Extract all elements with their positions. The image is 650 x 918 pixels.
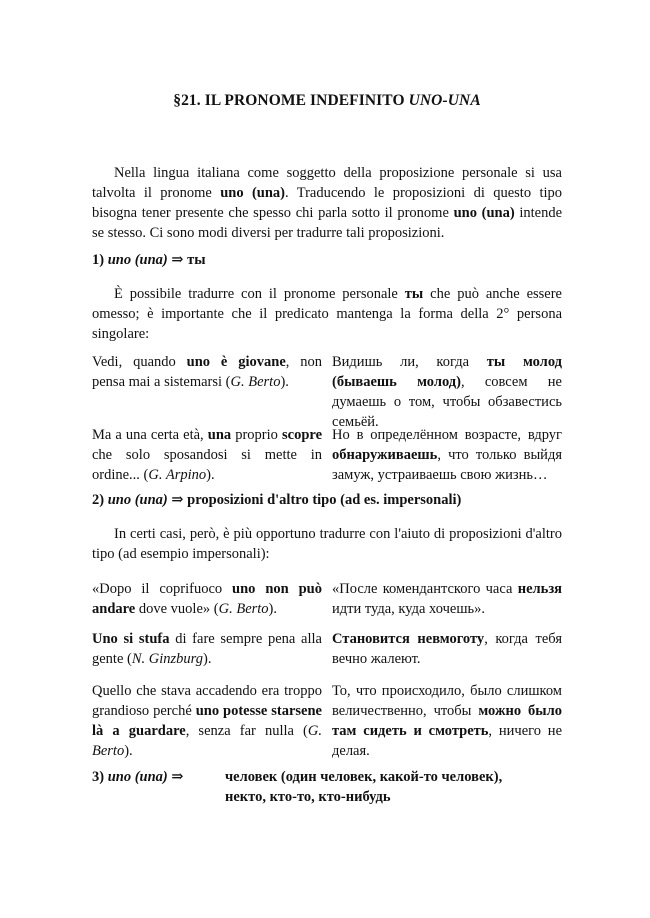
section1-text <box>92 284 562 344</box>
s1-heading-rendered: 1) uno (una) ⇒ ты <box>92 252 206 268</box>
section2-heading <box>92 490 562 510</box>
example-3-italian <box>92 579 322 619</box>
page-title <box>92 92 562 110</box>
ex4-it-rendered: Uno si stufa di fare sempre pena alla gente (N. Ginzburg). <box>92 631 322 667</box>
ex2-it-rendered: Ma a una certa età, una proprio scopre che solo sposandosi si mette in ordine... (G. Arpino). <box>92 427 323 483</box>
example-1-russian <box>332 352 562 432</box>
ex3-ru-rendered: «После комендантского часа нельзя идти туда, куда хочешь». <box>332 581 562 617</box>
s1-text-rendered: È possibile tradurre con il pronome personale ты che può anche essere omesso; è importante che il predicato mantenga la forma della 2° persona singolare: <box>92 286 562 342</box>
ex2-ru-rendered: Но в определённом возрасте, вдруг обнаруживаешь, что только выйдя замуж, устраиваешь свою жизнь… <box>332 427 562 483</box>
example-4-italian <box>92 629 322 669</box>
example-2-italian <box>92 425 322 485</box>
section2-text <box>92 524 562 564</box>
example-4-russian <box>332 629 562 669</box>
example-5-italian <box>92 681 322 761</box>
intro-paragraph <box>92 163 562 243</box>
s2-text-rendered: In certi casi, però, è più opportuno tradurre con l'aiuto di proposizioni d'altro tipo (ad esempio impersonali): <box>92 526 562 562</box>
section3-line1: человек (один человек, какой-то человек), <box>225 769 503 785</box>
title-rendered: §21. IL PRONOME INDEFINITO UNO-UNA <box>173 92 481 109</box>
section1-heading <box>92 250 562 270</box>
s3-left-rendered: 3) uno (una) ⇒ <box>92 769 184 785</box>
example-5-russian <box>332 681 562 761</box>
section3-line2: некто, кто-то, кто-нибудь <box>225 789 391 805</box>
ex5-ru-rendered: То, что происходило, было слишком величественно, чтобы можно было там сидеть и смотреть, ничего не делая. <box>332 683 563 759</box>
section3-heading-right <box>225 767 565 807</box>
ex3-it-rendered: «Dopo il coprifuoco uno non può andare dove vuole» (G. Berto). <box>92 581 322 617</box>
ex1-ru-rendered: Видишь ли, когда ты молод (бываешь молод), совсем не думаешь о том, чтобы обзавестись семьёй. <box>332 354 562 430</box>
example-2-russian <box>332 425 562 485</box>
ex4-ru-rendered: Становится невмоготу, когда тебя вечно жалеют. <box>332 631 562 667</box>
example-3-russian <box>332 579 562 619</box>
ex5-it-rendered: Quello che stava accadendo era troppo grandioso perché uno potesse starsene là a guardare, senza far nulla (G. Berto). <box>92 683 322 759</box>
ex1-it-rendered: Vedi, quando uno è giovane, non pensa mai a sistemarsi (G. Berto). <box>92 354 323 390</box>
example-1-italian <box>92 352 322 392</box>
section3-heading-left <box>92 767 222 787</box>
intro-rendered: Nella lingua italiana come soggetto della proposizione personale si usa talvolta il pronome uno (una). Traducendo le proposizioni di questo tipo bisogna tener presente che spesso chi parla sotto il pronome uno (una) intende se stesso. Ci sono modi diversi per tradurre tali proposizioni. <box>92 165 563 241</box>
s2-heading-rendered: 2) uno (una) ⇒ proposizioni d'altro tipo (ad es. impersonali) <box>92 492 462 508</box>
